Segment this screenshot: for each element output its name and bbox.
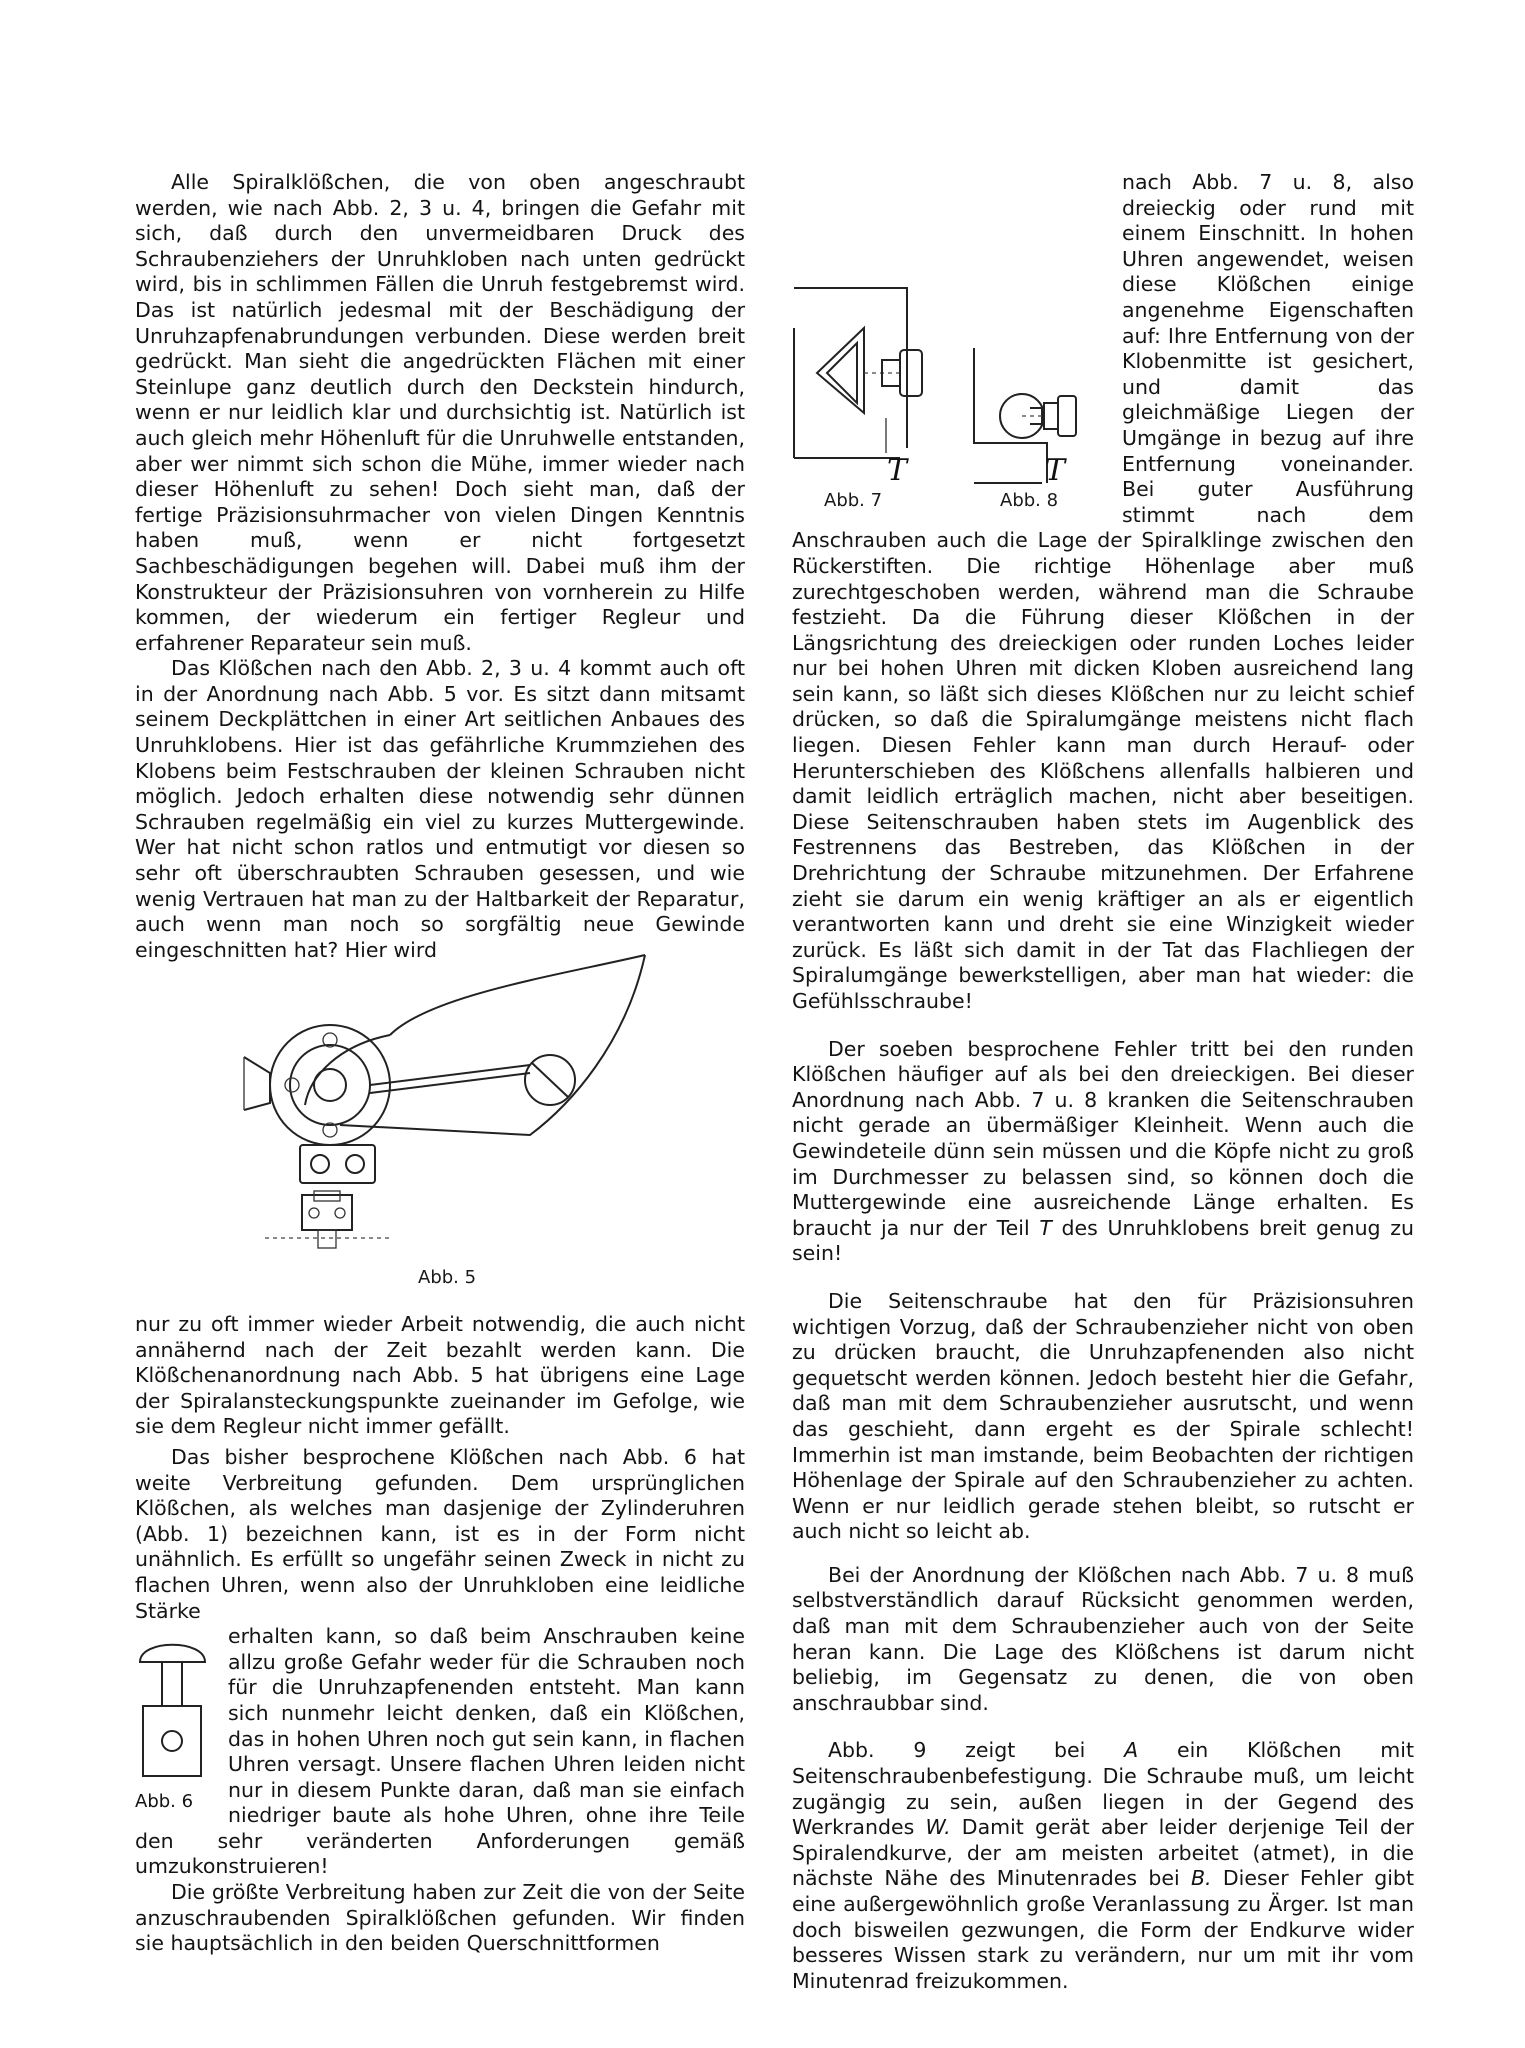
figure-abb-7-8-block: [792, 248, 1122, 518]
paragraph: Alle Spiralklößchen, die von oben angeschraubt werden, wie nach Abb. 2, 3 u. 4, bringen die Gefahr mit sich, daß durch den unvermeidbaren Druck des Schraubenziehers der Unruhkloben nach unten gedrückt wird, bis in schlimmen Fällen die Unruh festgebremst wird. Das ist natürlich jedesmal mit der Beschädigung der Unruhzapfenabrundungen verbunden. Diese werden breit gedrückt. Man sieht die angedrückten Flächen mit einer Steinlupe ganz deutlich durch den Deckstein hindurch, wenn er nur leidlich klar und durchsichtig ist. Natürlich ist auch gleich mehr Höhenluft für die Unruhwelle entstanden, aber wer nimmt sich schon die Mühe, immer wieder nach dieser Höhenluft zu sehen! Doch sieht man, daß der fertige Präzisionsuhrmacher von vielen Dingen Kenntnis haben muß, wenn er nicht fortgesetzt Sachbeschädigungen begehen will. Dabei muß ihm der Konstrukteur der Präzisionsuhren von vornherein zu Hilfe kommen, der wiederum ein fertiger Regleur und erfahrener Reparateur sein muß.: [135, 170, 745, 655]
paragraph: Das bisher besprochene Klößchen nach Abb. 6 hat weite Verbreitung gefunden. Dem ursprünglichen Klößchen, als welches man dasjenige der Zylinderuhren (Abb. 1) bezeichnen kann, ist es in der Form nicht unähnlich. Es erfüllt so ungefähr seinen Zweck in nicht zu flachen Uhren, wenn also der Unruhkloben eine leidliche Stärke: [135, 1444, 745, 1623]
left-column-bottom: [135, 1312, 745, 1957]
figure-caption: Abb. 8: [1000, 490, 1059, 511]
figure-caption: Abb. 7: [824, 490, 883, 511]
part-label-T: T: [887, 453, 908, 488]
paragraph: erhalten kann, so daß beim Anschrauben keine allzu große Gefahr weder für die Schrauben noch für die Unruhzapfenenden entsteht. Man kann sich nunmehr leicht denken, daß ein Klößchen, das in hohen Uhren noch gut sein kann, in flachen Uhren versagt. Unsere flachen Uhren leiden nicht nur in diesem Punkte daran, daß man sie einfach niedriger baute als hohe Uhren, ohne ihre Teile den sehr veränderten Anforderungen gemäß umzukonstruieren!: [135, 1624, 745, 1879]
left-column-top: [135, 170, 745, 963]
paragraph: Bei der Anordnung der Klößchen nach Abb. 7 u. 8 muß selbstverständlich darauf Rücksicht genommen werden, daß man mit dem Schraubenzieher auch von der Seite heran kann. Die Lage des Klößchens ist darum nicht beliebig, im Gegensatz zu denen, die von oben anschraubbar sind.: [792, 1562, 1414, 1715]
figure-caption: Abb. 6: [135, 1791, 194, 1813]
figure-abb-8: [972, 348, 1122, 488]
part-label-T: T: [1045, 453, 1066, 488]
paragraph: nur zu oft immer wieder Arbeit notwendig, die auch nicht annähernd nach der Zeit bezahlt werden kann. Die Klößchenanordnung nach Abb. 5 hat übrigens eine Lage der Spiralansteckungspunkte zueinander im Gefolge, wie sie dem Regleur nicht immer gefällt.: [135, 1312, 745, 1439]
paragraph: Abb. 9 zeigt bei A ein Klößchen mit Seitenschraubenbefestigung. Die Schraube muß, um leicht zugängig zu sein, außen liegen in der Gegend des Werkrandes W. Damit gerät aber leider derjenige Teil der Spiralendkurve, der am meisten arbeitet (atmet), in die nächste Nähe des Minutenrades bei B. Dieser Fehler gibt eine außergewöhnlich große Veranlassung zu Ärger. Ist man doch bisweilen gezwungen, die Form der Endkurve wider besseres Wissen stark zu verändern, nur um mit ihr vom Minutenrad freizukommen.: [792, 1738, 1414, 1993]
paragraph: Das Klößchen nach den Abb. 2, 3 u. 4 kommt auch oft in der Anordnung nach Abb. 5 vor. Es sitzt dann mitsamt seinem Deckplättchen in einer Art seitlichen Anbaues des Unruhklobens. Hier ist das gefährliche Krummziehen des Klobens beim Festschrauben der kleinen Schrauben nicht möglich. Jedoch erhalten diese notwendig sehr dünnen Schrauben regelmäßig ein viel zu kurzes Muttergewinde. Wer hat nicht schon ratlos und entmutigt vor diesen so sehr oft überschraubten Schrauben gesessen, und wie wenig Vertrauen hat man zu der Haltbarkeit der Reparatur, auch wenn man noch so sorgfältig neue Gewinde eingeschnitten hat? Hier wird: [135, 656, 745, 962]
paragraph: Die größte Verbreitung haben zur Zeit die von der Seite anzuschraubenden Spiralklößchen gefunden. Wir finden sie hauptsächlich in den beiden Querschnittformen: [135, 1880, 745, 1956]
figure-abb-7: [792, 248, 942, 488]
paragraph: Die Seitenschraube hat den für Präzisionsuhren wichtigen Vorzug, daß der Schraubenzieher nicht von oben zu drücken braucht, die Unruhzapfenenden also nicht gequetscht werden können. Jedoch besteht hier die Gefahr, daß man mit dem Schraubenzieher ausrutscht, und wenn das geschieht, dann ergeht es der Spirale schlecht! Immerhin ist man imstande, beim Beobachten der richtigen Höhenlage der Spirale auf den Schraubenzieher zu achten. Wenn er nur leidlich gerade stehen bleibt, so rutscht er auch nicht so leicht ab.: [792, 1288, 1414, 1544]
figure-abb-6: [135, 1634, 210, 1779]
figure-caption: Abb. 5: [418, 1267, 477, 1288]
figure-abb-6-block: [135, 1624, 220, 1826]
paragraph: nach Abb. 7 u. 8, also dreieckig oder rund mit einem Einschnitt. In hohen Uhren angewendet, weisen diese Klößchen einige angenehme Eigenschaften auf: Ihre Entfernung von der Klobenmitte ist gesichert, und damit das gleichmäßige Liegen der Umgänge in bezug auf ihre Entfernung voneinander. Bei guter Ausführung stimmt nach dem Anschrauben auch die Lage der Spiralklinge zwischen den Rückerstiften. Die richtige Höhenlage aber muß zurechtgeschoben werden, während man die Schraube festzieht. Da die Führung dieser Klößchen in der Längsrichtung des dreieckigen oder runden Loches leider nur bei hohen Uhren mit dicken Kloben ausreichend lang sein kann, so läßt sich dieses Klößchen nur zu leicht schief drücken, so daß die Spiralumgänge meistens nicht flach liegen. Diesen Fehler kann man durch Herauf- oder Herunterschieben des Klößchens allenfalls halbieren und damit leidlich erträglich machen, nicht aber beseitigen. Diese Seitenschrauben haben stets im Augenblick des Festrennens das Bestreben, das Klößchen in der Drehrichtung der Schraube mitzunehmen. Der Erfahrene zieht sie darum ein wenig kräftiger an als er eigentlich verantworten kann und dreht sie eine Winzigkeit wieder zurück. Es läßt sich damit in der Tat das Flachliegen der Spiralumgänge bewerkstelligen, aber man hat wieder: die Gefühlsschraube!: [792, 170, 1414, 1013]
paragraph: Der soeben besprochene Fehler tritt bei den runden Klößchen häufiger auf als bei den dreieckigen. Bei dieser Anordnung nach Abb. 7 u. 8 kranken die Seitenschrauben nicht gerade an übermäßiger Kleinheit. Wenn auch die Gewindeteile dünn sein müssen und die Köpfe nicht zu groß im Durchmesser zu belassen sind, so können doch die Muttergewinde eine ausreichende Länge erhalten. Es braucht ja nur der Teil T des Unruhklobens breit genug zu sein!: [792, 1036, 1414, 1266]
right-column-top: [792, 170, 1414, 1994]
figure-abb-5: [230, 955, 660, 1270]
